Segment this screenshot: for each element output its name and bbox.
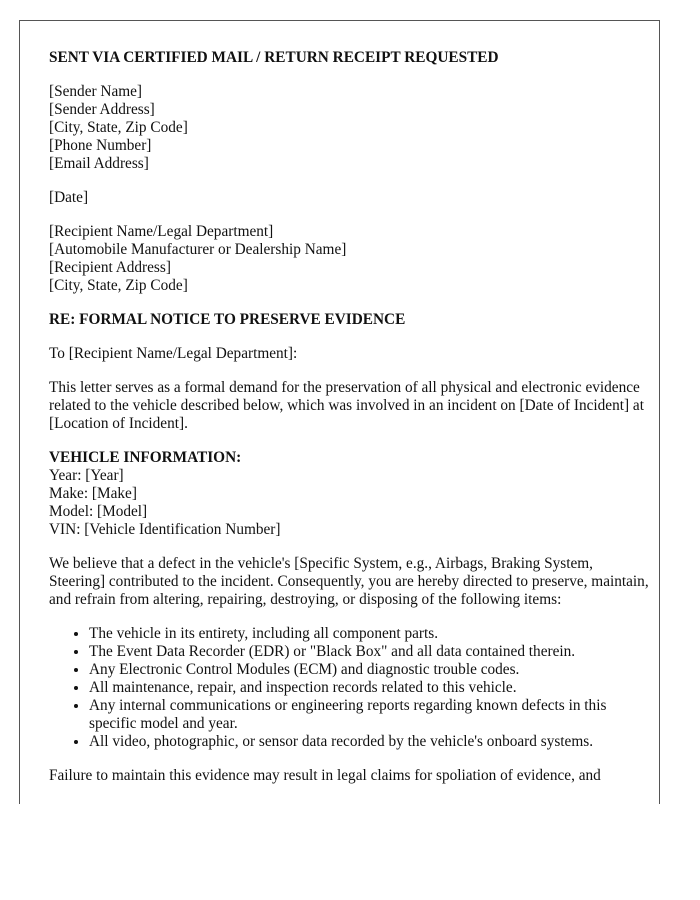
evidence-list (49, 625, 649, 751)
list-item: • All maintenance, repair, and inspection records related to this vehicle. (89, 679, 649, 697)
vehicle-vin: VIN: [Vehicle Identification Number] (49, 521, 281, 538)
recipient-city-state-zip: [City, State, Zip Code] (49, 277, 188, 294)
spacer (49, 329, 649, 345)
defect-paragraph: We believe that a defect in the vehicle's [Specific System, e.g., Airbags, Braking System, Steering] contributed to the incident. Consequently, you are hereby directed to preserve, maintain, and refrain from altering, repairing, destroying, or disposing of the following items: (49, 555, 649, 608)
list-item: • The vehicle in its entirety, including all component parts. (89, 625, 649, 643)
sender-phone: [Phone Number] (49, 137, 152, 154)
vehicle-model: Model: [Model] (49, 503, 148, 520)
sender-address: [Sender Address] (49, 101, 155, 118)
vehicle-make: Make: [Make] (49, 485, 137, 502)
spacer (49, 67, 649, 83)
vehicle-year: Year: [Year] (49, 467, 124, 484)
letter-content (49, 49, 649, 801)
sender-email: [Email Address] (49, 155, 149, 172)
list-item: • The Event Data Recorder (EDR) or "Black Box" and all data contained therein. (89, 643, 649, 661)
list-item: • All video, photographic, or sensor data recorded by the vehicle's onboard systems. (89, 733, 649, 751)
closing-paragraph-fragment: Failure to maintain this evidence may result in legal claims for spoliation of evidence, and (49, 767, 601, 784)
letter-page (19, 20, 660, 804)
subject-line: RE: FORMAL NOTICE TO PRESERVE EVIDENCE (49, 311, 406, 328)
recipient-address: [Recipient Address] (49, 259, 171, 276)
sender-block (49, 83, 649, 173)
vehicle-info-heading: VEHICLE INFORMATION: (49, 449, 242, 466)
delivery-method-heading: SENT VIA CERTIFIED MAIL / RETURN RECEIPT REQUESTED (49, 49, 499, 66)
recipient-block (49, 223, 649, 295)
recipient-name: [Recipient Name/Legal Department] (49, 223, 274, 240)
letter-date: [Date] (49, 189, 89, 206)
list-item: • Any internal communications or engineering reports regarding known defects in this specific model and year. (89, 697, 649, 733)
list-item: • Any Electronic Control Modules (ECM) and diagnostic trouble codes. (89, 661, 649, 679)
sender-name: [Sender Name] (49, 83, 143, 100)
vehicle-info-block (49, 449, 649, 539)
intro-paragraph: This letter serves as a formal demand for the preservation of all physical and electronic evidence related to the vehicle described below, which was involved in an incident on [Date of Incident] at [Location of Incident]. (49, 379, 644, 432)
sender-city-state-zip: [City, State, Zip Code] (49, 119, 188, 136)
salutation: To [Recipient Name/Legal Department]: (49, 345, 298, 362)
recipient-company: [Automobile Manufacturer or Dealership Name] (49, 241, 347, 258)
